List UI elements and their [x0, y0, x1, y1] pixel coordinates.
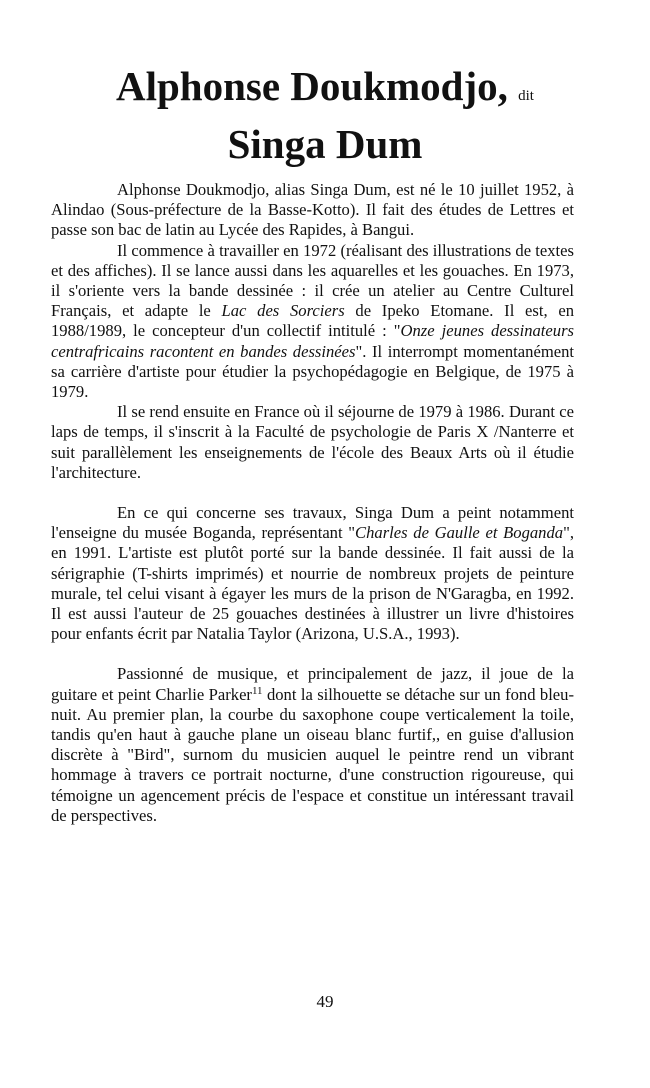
page-title [40, 62, 610, 168]
text-run: Alphonse Doukmodjo, alias Singa Dum, est né le 10 juillet 1952, à Alindao (Sous-préfecture de la Basse-Kotto). Il fait des études de Lettres et passe son bac de latin au Lycée des Rapides, à Bangui. [51, 180, 574, 240]
footnote-ref: 11 [251, 684, 263, 697]
text-run: Il commence à travailler en 1972 (réalisant des illustrations de textes et des affiches). Il se lance aussi dans les aquarelles et les gouaches. En 1973, il s'oriente vers la bande dessinée : il crée un atelier au Centre Culturel Français, et adapte le [51, 240, 574, 321]
title-name: Alphonse Doukmodjo, [116, 63, 508, 109]
text-run: ". Il interrompt momentanément sa carrière d'artiste pour étudier la psychopédagogie en Belgique, de 1975 à 1979. [51, 341, 575, 402]
paragraph [51, 402, 574, 483]
paragraph [51, 503, 574, 644]
text-run: de Ipeko Etomane. Il est, en 1988/1989, le concepteur d'un collectif intitulé : " [51, 301, 574, 341]
italic-title: Onze jeunes dessinateurs centrafricains racontent en bandes dessinées [51, 321, 574, 361]
text-run: ", en 1991. L'artiste est plutôt porté sur la bande dessinée. Il fait aussi de la sérigraphie (T-shirts imprimés) et nourrie de nombreux projets de peinture murale, tel celui visant à égayer les murs de la prison de N'Garagba, en 1992. Il est aussi l'auteur de 25 gouaches destinées à illustrer un livre d'histoires pour enfants écrit par Natalia Taylor (Arizona, U.S.A., 1993). [51, 523, 574, 644]
title-line-1 [40, 62, 610, 120]
text-run: dont la silhouette se détache sur un fond bleu-nuit. Au premier plan, la courbe du saxophone coupe verticalement la toile, tandis qu'en haut à gauche plane un oiseau blanc furtif,, en guise d'allusion discrète à "Bird", surnom du musicien auquel le peintre rend un vibrant hommage à travers ce portrait nocturne, d'une construction rigoureuse, qui témoigne un agencement précis de l'espace et constitue un intéressant travail de perspectives. [51, 684, 574, 825]
body-text [51, 180, 574, 826]
title-alias: Singa Dum [227, 121, 423, 167]
italic-title: Charles de Gaulle et Boganda [355, 523, 564, 543]
text-run: Passionné de musique, et principalement de jazz, il joue de la guitare et peint Charlie Parker [51, 664, 574, 704]
title-dit: dit [518, 88, 534, 104]
paragraph [51, 664, 574, 826]
paragraph [51, 241, 574, 403]
text-run: Il se rend ensuite en France où il séjourne de 1979 à 1986. Durant ce laps de temps, il s'inscrit à la Faculté de psychologie de Paris X /Nanterre et suit parallèlement les enseignements de l'école des Beaux Arts où il étudie l'architecture. [51, 402, 574, 482]
text-run: En ce qui concerne ses travaux, Singa Dum a peint notamment l'enseigne du musée Boganda, représentant " [51, 503, 574, 543]
italic-title: Lac des Sorciers [221, 301, 345, 321]
page-number: 49 [316, 992, 334, 1011]
paragraph [51, 180, 574, 241]
